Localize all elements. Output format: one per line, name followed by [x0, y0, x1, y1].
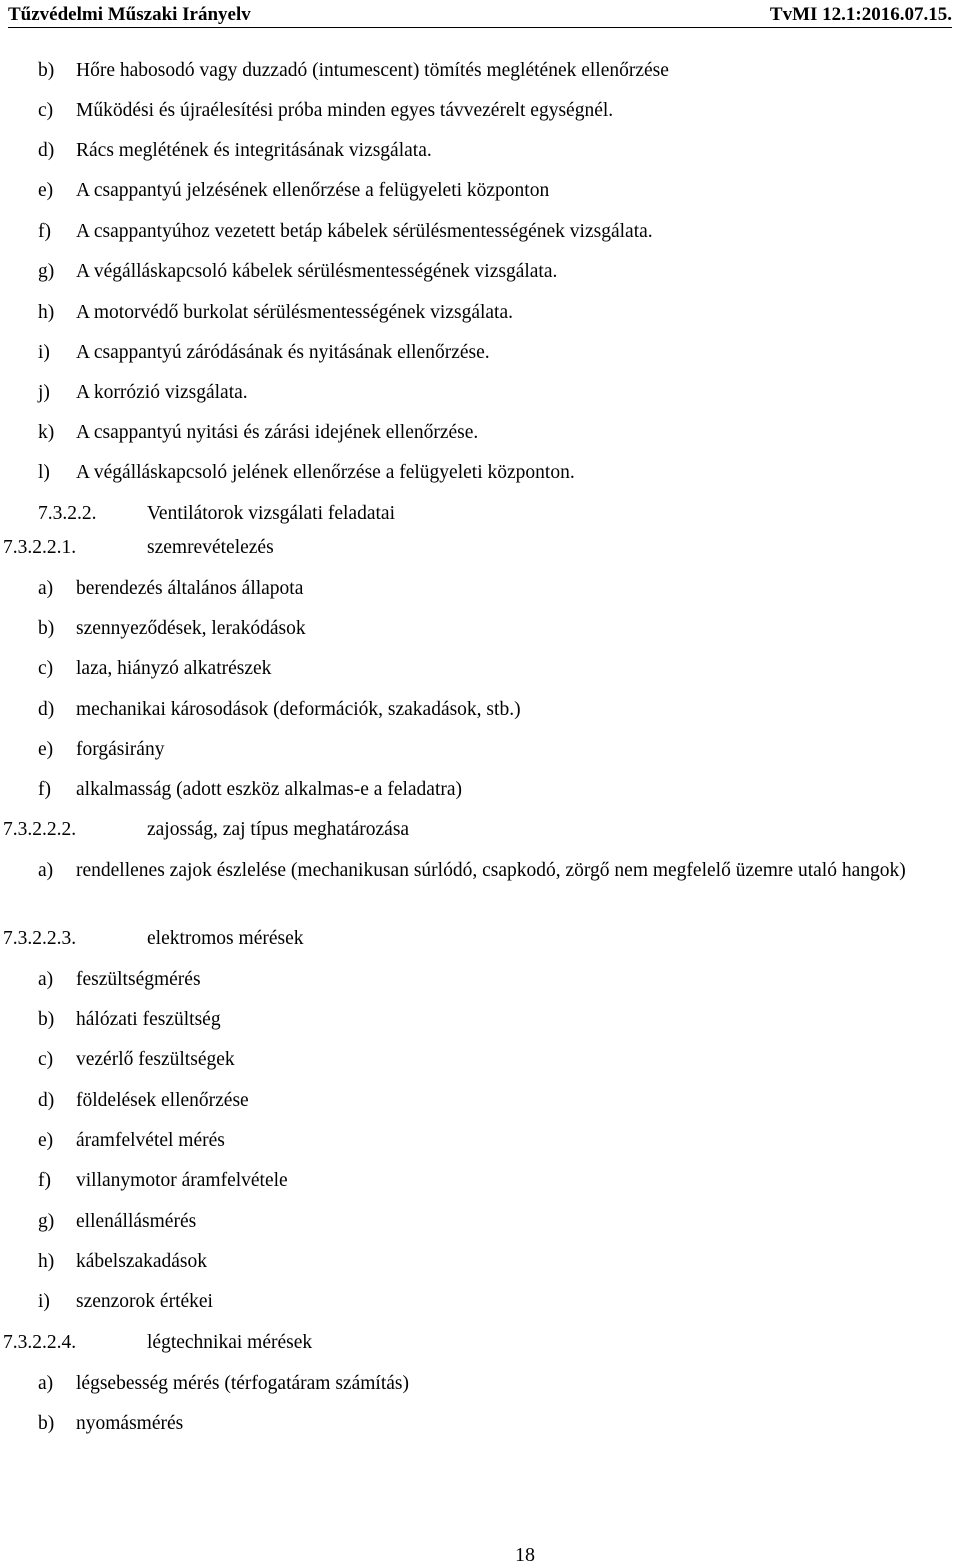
list-item-label: c) — [38, 100, 54, 121]
list-item-label: h) — [38, 1251, 55, 1272]
subsection-number: 7.3.2.2.1. — [3, 537, 77, 558]
list-item-text: hálózati feszültség — [76, 1009, 221, 1030]
page-number: 18 — [515, 1544, 535, 1566]
list-item-text: A csappantyú záródásának és nyitásának ellenőrzése. — [76, 342, 490, 363]
list-item-label: b) — [38, 618, 55, 639]
list-item-text: mechanikai károsodások (deformációk, szakadások, stb.) — [76, 699, 521, 720]
list-item-text: alkalmasság (adott eszköz alkalmas-e a feladatra) — [76, 779, 463, 800]
list-item-text: Hőre habosodó vagy duzzadó (intumescent) tömítés meglétének ellenőrzése — [76, 60, 669, 81]
subsection-number: 7.3.2.2.2. — [3, 819, 77, 840]
list-item-text: földelések ellenőrzése — [76, 1090, 249, 1111]
list-item-text: villanymotor áramfelvétele — [76, 1170, 288, 1191]
list-item-text: légsebesség mérés (térfogatáram számítás) — [76, 1373, 409, 1394]
list-item-text: szenzorok értékei — [76, 1291, 213, 1312]
list-item-label: f) — [38, 221, 51, 242]
list-item-text: Rács meglétének és integritásának vizsgálata. — [76, 140, 432, 161]
list-item-label: e) — [38, 180, 54, 201]
list-item-text: berendezés általános állapota — [76, 578, 304, 599]
list-item-text: A csappantyúhoz vezetett betáp kábelek sérülésmentességének vizsgálata. — [76, 221, 653, 242]
list-item-text: feszültségmérés — [76, 969, 201, 990]
list-item-text: rendellenes zajok észlelése (mechanikusan súrlódó, csapkodó, zörgő nem megfelelő üzemre utaló hangok) — [76, 860, 906, 881]
list-item-text: Működési és újraélesítési próba minden egyes távvezérelt egységnél. — [76, 100, 614, 121]
list-item-text: forgásirány — [76, 739, 165, 760]
section-number: 7.3.2.2. — [38, 503, 97, 524]
list-item-text: A csappantyú jelzésének ellenőrzése a felügyeleti központon — [76, 180, 550, 201]
list-item-label: d) — [38, 1090, 55, 1111]
list-item-text: A motorvédő burkolat sérülésmentességének vizsgálata. — [76, 302, 513, 323]
list-item-label: c) — [38, 658, 54, 679]
list-item-label: e) — [38, 739, 54, 760]
document-title: Tűzvédelmi Műszaki Irányelv — [8, 4, 251, 25]
list-item-label: d) — [38, 699, 55, 720]
list-item-text: A csappantyú nyitási és zárási idejének ellenőrzése. — [76, 422, 479, 443]
list-item-label: g) — [38, 261, 55, 282]
list-item-label: g) — [38, 1211, 55, 1232]
subsection-number: 7.3.2.2.3. — [3, 928, 77, 949]
list-item-label: a) — [38, 578, 54, 599]
list-item-label: f) — [38, 779, 51, 800]
subsection-title: légtechnikai mérések — [147, 1332, 313, 1353]
list-item-label: d) — [38, 140, 55, 161]
list-item-label: a) — [38, 969, 54, 990]
list-item-text: nyomásmérés — [76, 1413, 184, 1434]
subsection-title: elektromos mérések — [147, 928, 304, 949]
subsection-title: szemrevételezés — [147, 537, 274, 558]
list-item-text: laza, hiányzó alkatrészek — [76, 658, 272, 679]
list-item-text: A végálláskapcsoló kábelek sérülésmentességének vizsgálata. — [76, 261, 558, 282]
subsection-number: 7.3.2.2.4. — [3, 1332, 77, 1353]
list-item-text: ellenállásmérés — [76, 1211, 197, 1232]
list-item-label: c) — [38, 1049, 54, 1070]
subsection-title: zajosság, zaj típus meghatározása — [147, 819, 410, 840]
list-item-label: b) — [38, 1009, 55, 1030]
list-item-text: szennyeződések, lerakódások — [76, 618, 306, 639]
list-item-text: vezérlő feszültségek — [76, 1049, 235, 1070]
section-title: Ventilátorok vizsgálati feladatai — [147, 503, 395, 524]
list-item-text: A végálláskapcsoló jelének ellenőrzése a felügyeleti központon. — [76, 462, 575, 483]
list-item-label: a) — [38, 860, 54, 881]
list-item-label: e) — [38, 1130, 54, 1151]
list-item-label: a) — [38, 1373, 54, 1394]
list-item-label: k) — [38, 422, 55, 443]
page-header — [8, 3, 952, 28]
list-item-label: h) — [38, 302, 55, 323]
list-item-label: f) — [38, 1170, 51, 1191]
list-item-text: áramfelvétel mérés — [76, 1130, 225, 1151]
list-item-label: b) — [38, 60, 55, 81]
list-item-label: b) — [38, 1413, 55, 1434]
list-item-label: i) — [38, 1291, 50, 1312]
list-item-text: kábelszakadások — [76, 1251, 208, 1272]
list-item-label: l) — [38, 462, 50, 483]
list-item-label: i) — [38, 342, 50, 363]
list-item-label: j) — [38, 382, 50, 403]
list-item-text: A korrózió vizsgálata. — [76, 382, 248, 403]
document-code: TvMI 12.1:2016.07.15. — [769, 4, 952, 25]
